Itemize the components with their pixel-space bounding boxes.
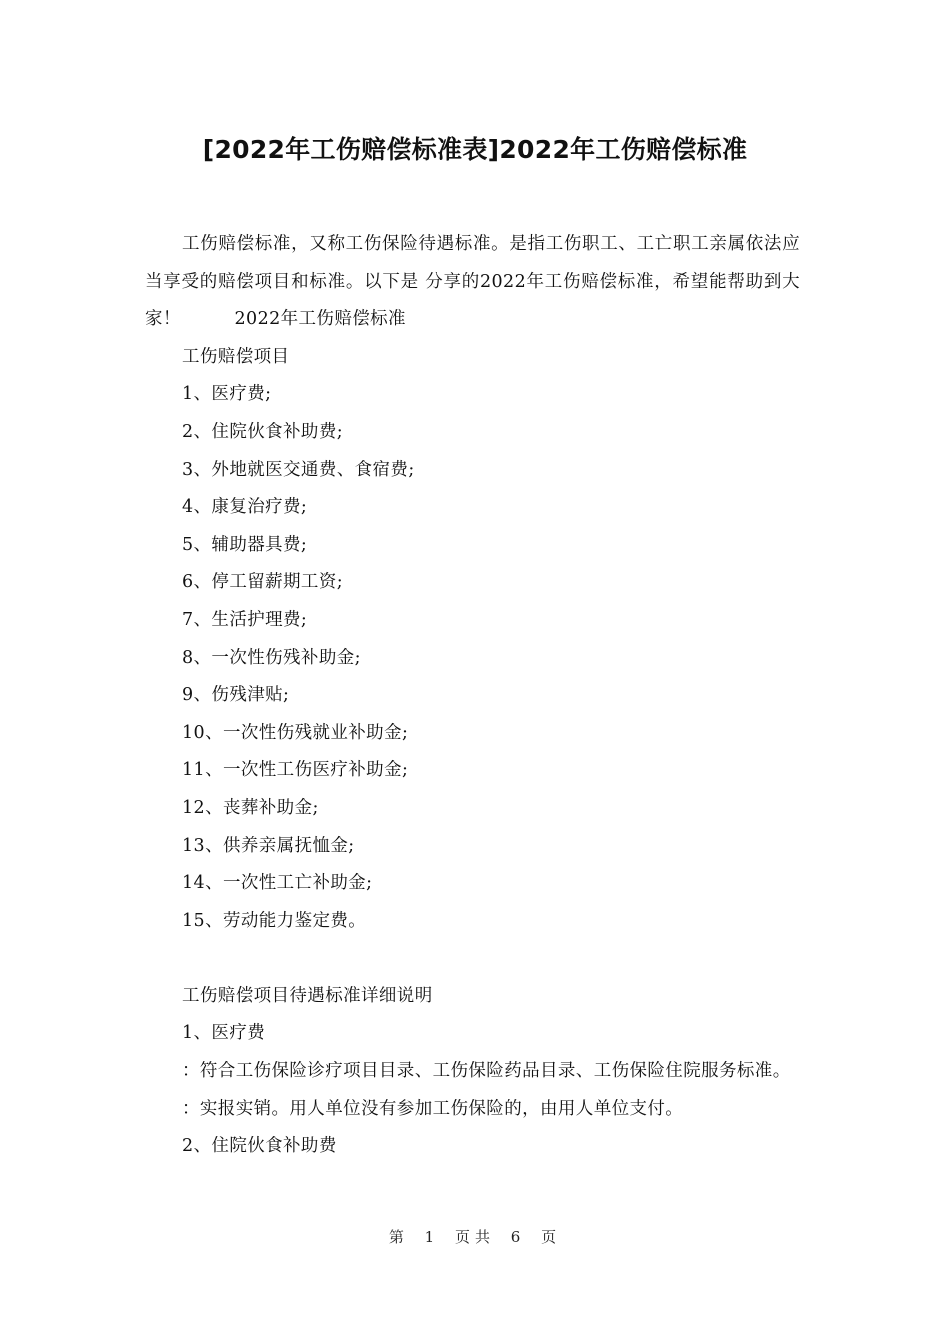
list-item: 7、生活护理费; — [182, 609, 308, 630]
paragraph-gap — [145, 940, 800, 978]
detail-2-title: 2、住院伙食补助费 — [182, 1136, 337, 1157]
list-item: 9、伤残津贴; — [182, 685, 290, 706]
footer-total-pages: 6 — [510, 1228, 526, 1246]
footer-page-number: 1 — [424, 1228, 440, 1246]
document-title: [2022年工伤赔偿标准表]2022年工伤赔偿标准 — [202, 135, 748, 164]
document-body — [145, 226, 800, 1166]
detail-1-title: 1、医疗费 — [182, 1023, 266, 1044]
list-item: 15、劳动能力鉴定费。 — [182, 910, 367, 931]
intro-paragraph: 工伤赔偿标准，又称工伤保险待遇标准。是指工伤职工、工亡职工亲属依法应当享受的赔偿项目和标准。以下是 分享的2022年工伤赔偿标准，希望能帮助到大家！ 2022年工伤赔偿标准 — [145, 234, 800, 330]
list-item: 14、一次性工亡补助金; — [182, 873, 373, 894]
list-item: 13、供养亲属抚恤金; — [182, 835, 355, 856]
detail-1-paragraph-2: ：实报实销。用人单位没有参加工伤保险的，由用人单位支付。 — [182, 1098, 684, 1119]
list-item: 12、丧葬补助金; — [182, 797, 319, 818]
footer-mid: 页共 — [454, 1228, 495, 1246]
detail-1-paragraph: ：符合工伤保险诊疗项目目录、工伤保险药品目录、工伤保险住院服务标准。 — [182, 1061, 791, 1082]
footer-prefix: 第 — [388, 1228, 409, 1246]
footer-suffix: 页 — [541, 1228, 562, 1246]
list-item: 1、医疗费; — [182, 384, 272, 405]
list-item: 2、住院伙食补助费; — [182, 421, 344, 442]
list-item: 5、辅助器具费; — [182, 534, 308, 555]
list-item: 6、停工留薪期工资; — [182, 572, 344, 593]
list-item: 11、一次性工伤医疗补助金; — [182, 760, 409, 781]
list-item: 10、一次性伤残就业补助金; — [182, 722, 409, 743]
list-item: 8、一次性伤残补助金; — [182, 647, 361, 668]
list-item: 4、康复治疗费; — [182, 497, 308, 518]
page-footer — [0, 1226, 950, 1247]
list-item: 3、外地就医交通费、食宿费; — [182, 459, 415, 480]
items-heading: 工伤赔偿项目 — [182, 346, 290, 367]
details-heading: 工伤赔偿项目待遇标准详细说明 — [182, 985, 433, 1006]
